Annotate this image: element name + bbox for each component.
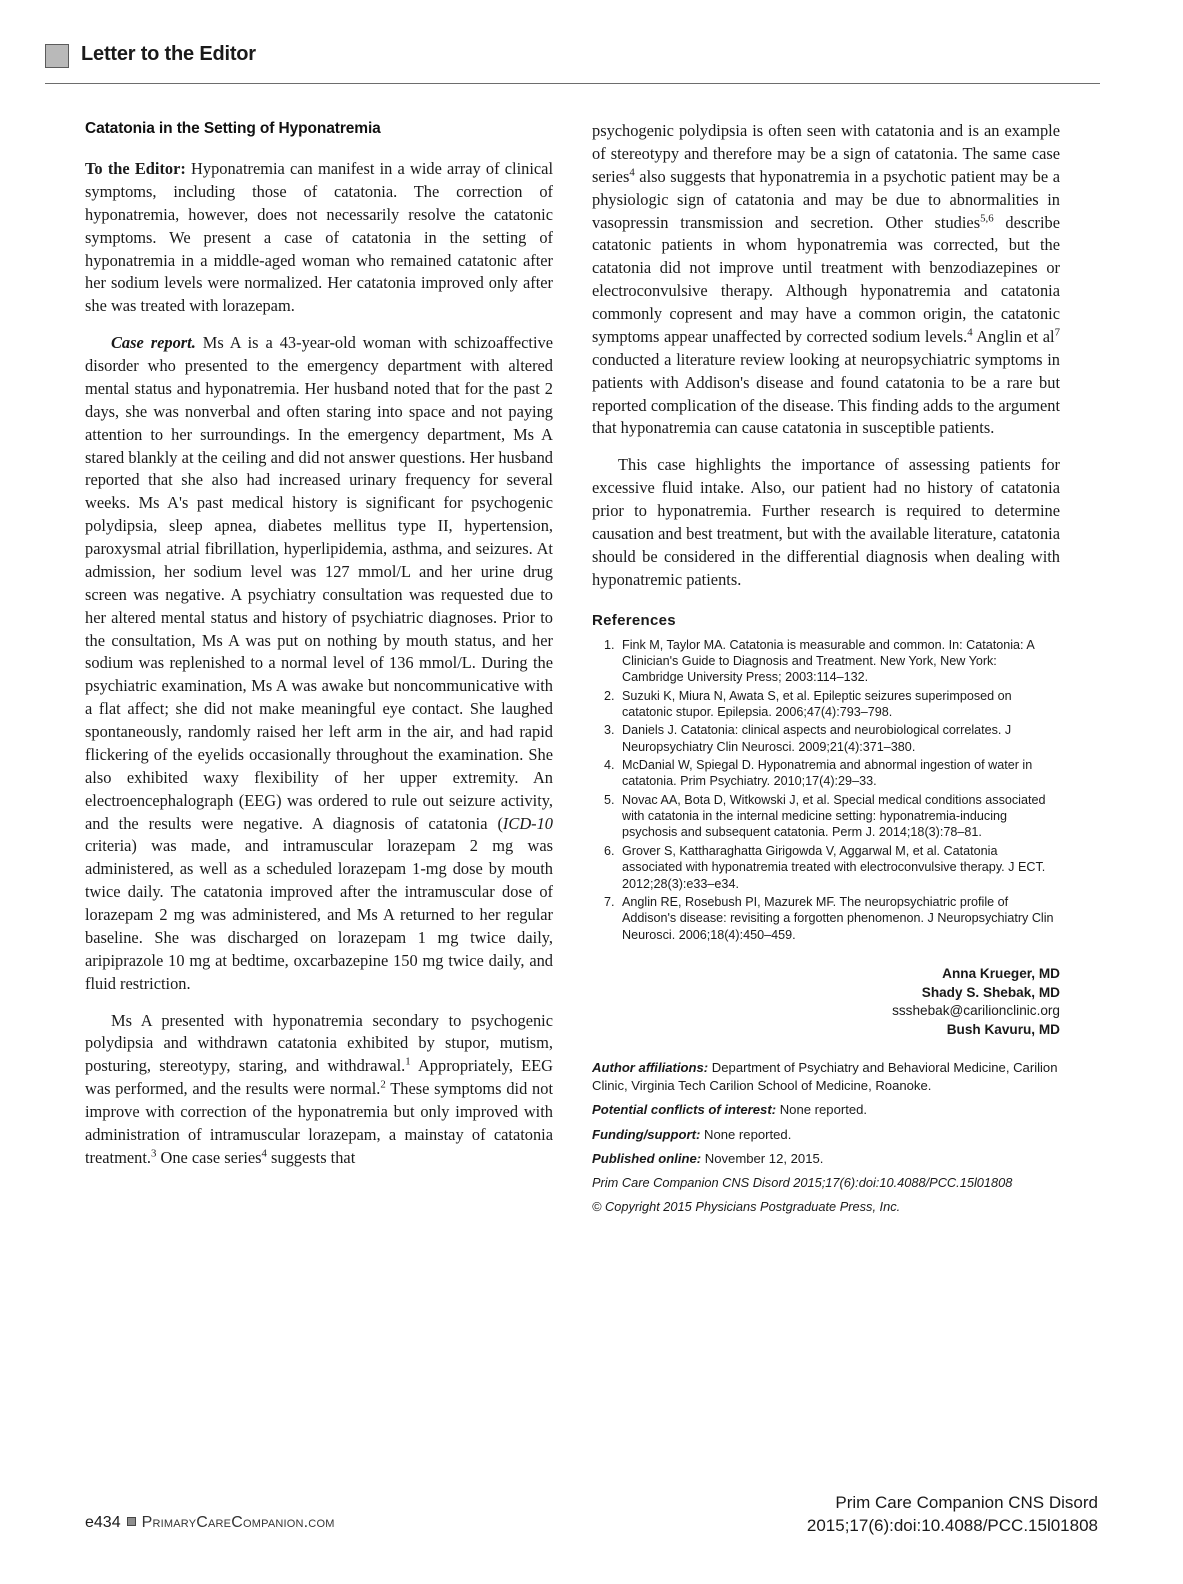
paragraph-3-text-c: These symptoms did not improve with correction of the hyponatremia but only improved with administration of intramuscular lorazepam, a mainstay of catatonia treatment.	[85, 1079, 553, 1167]
author-name-1: Anna Krueger, MD	[942, 965, 1060, 981]
footer-site-name: PrimaryCareCompanion.com	[141, 1514, 335, 1531]
footnote-funding	[592, 1126, 1060, 1143]
ref-marker-5-6: 5,6	[980, 212, 994, 225]
affiliations-text: Department of Psychiatry and Behavioral Medicine, Carilion Clinic, Virginia Tech Carilion School of Medicine, Roanoke.	[592, 1060, 1058, 1093]
square-bullet-icon	[127, 1517, 136, 1526]
funding-text: None reported.	[700, 1126, 792, 1142]
paragraph-3-text-a: Ms A presented with hyponatremia secondary to psychogenic polydipsia and withdrawn catatonia exhibited by stupor, mutism, posturing, stereotypy, staring, and withdrawal.	[85, 1010, 553, 1076]
paragraph-3-text-d: One case series	[156, 1147, 262, 1167]
paragraph-4-text-e: conducted a literature review looking at neuropsychiatric symptoms in patients with Addison's disease and found catatonia to be a rare but reported complication of the disease. This finding adds to the argument that hyponatremia can cause catatonia in susceptible patients.	[592, 349, 1060, 438]
list-item: 1. Fink M, Taylor MA. Catatonia is measurable and common. In: Catatonia: A Clinician's Guide to Diagnosis and Treatment. New York, New York: Cambridge University Press; 2003:114–132.	[618, 637, 1060, 686]
paragraph-case-report	[85, 332, 553, 995]
ref-marker-2: 2	[380, 1078, 386, 1091]
references-list	[592, 637, 1060, 943]
footer-right	[807, 1492, 1098, 1538]
ref-marker-7: 7	[1054, 326, 1061, 339]
ref-marker-4b: 4	[629, 166, 635, 179]
list-item: 6. Grover S, Kattharaghatta Girigowda V, Aggarwal M, et al. Catatonia associated with hyponatremia treated with electroconvulsive therapy. J ECT. 2012;28(3):e33–e34.	[618, 843, 1060, 892]
paragraph-4-text-a: psychogenic polydipsia is often seen with catatonia and is an example of stereotypy and therefore may be a sign of catatonia. The same case series	[592, 121, 1060, 186]
page-header	[45, 42, 1100, 84]
section-label: Letter to the Editor	[81, 43, 256, 65]
paragraph-discussion-2	[592, 120, 1060, 440]
list-item: 7. Anglin RE, Rosebush PI, Mazurek MF. The neuropsychiatric profile of Addison's disease: revisiting a forgotten phenomenon. J Neuropsychiatry Clin Neurosci. 2006;18(4):450–459.	[618, 894, 1060, 943]
icd10-italic: ICD-10	[502, 813, 553, 833]
list-item: 2. Suzuki K, Miura N, Awata S, et al. Epileptic seizures superimposed on catatonic stupor. Epilepsia. 2006;47(4):793–798.	[618, 688, 1060, 721]
ref-marker-3: 3	[151, 1147, 157, 1160]
footnote-conflicts	[592, 1101, 1060, 1118]
footer-left	[85, 1514, 335, 1532]
journal-name: Prim Care Companion CNS Disord	[835, 1493, 1098, 1513]
references-heading	[592, 612, 1060, 629]
to-the-editor-lead: To the Editor:	[85, 159, 186, 178]
paragraph-4-text-c: describe catatonic patients in whom hyponatremia was corrected, but the catatonia did not improve until treatment with benzodiazepines or electroconvulsive therapy. Although hyponatremia and catatonia commonly copresent and may have a common origin, the catatonic symptoms appear unaffected by corrected sodium levels.	[592, 212, 1060, 346]
paragraph-3-text-b: Appropriately, EEG was performed, and the results were normal.	[85, 1056, 553, 1099]
square-logo-icon	[45, 44, 69, 68]
list-item: 3. Daniels J. Catatonia: clinical aspects and neurobiological correlates. J Neuropsychiatry Clin Neurosci. 2009;21(4):371–380.	[618, 722, 1060, 755]
paragraph-conclusion: This case highlights the importance of assessing patients for excessive fluid intake. Also, our patient had no history of catatonia prior to hyponatremia. Further research is required to determine causation and best treatment, but with the available literature, catatonia should be considered in the differential diagnosis when dealing with hyponatremic patients.	[592, 455, 1060, 589]
paragraph-to-the-editor	[85, 158, 553, 318]
funding-label: Funding/support:	[592, 1126, 701, 1142]
right-column	[592, 120, 1060, 1222]
page-number: e434	[85, 1514, 121, 1531]
published-text: November 12, 2015.	[701, 1151, 824, 1167]
paragraph-3-text-e: suggests that	[266, 1147, 356, 1167]
left-column	[85, 120, 553, 1184]
list-item: 4. McDanial W, Spiegal D. Hyponatremia and abnormal ingestion of water in catatonia. Prim Psychiatry. 2010;17(4):29–33.	[618, 757, 1060, 790]
ref-marker-4c: 4	[967, 326, 973, 339]
author-name-3: Bush Kavuru, MD	[946, 1021, 1060, 1037]
paragraph-4-text-b: also suggests that hyponatremia in a psychotic patient may be a physiologic sign of catatonia and may be due to abnormalities in vasopressin transmission and secretion. Other studies	[592, 166, 1060, 232]
conflicts-label: Potential conflicts of interest:	[592, 1102, 777, 1118]
footnote-copyright: © Copyright 2015 Physicians Postgraduate Press, Inc.	[592, 1199, 901, 1215]
paragraph-1-text: Hyponatremia can manifest in a wide array of clinical symptoms, including those of catatonia. The correction of hyponatremia, however, does not necessarily resolve the catatonic symptoms. We present a case of catatonia in the setting of hyponatremia in a middle-aged woman who remained catatonic after her sodium levels were normalized. Her catatonia improved only after she was treated with lorazepam.	[85, 159, 553, 316]
author-email[interactable]: ssshebak@carilionclinic.org	[892, 1003, 1060, 1019]
paragraph-2-text-b: criteria) was made, and intramuscular lorazepam 2 mg was administered, as well as a scheduled lorazepam 1-mg dose by mouth twice daily. The catatonia improved after the intramuscular dose of lorazepam 2 mg was administered, and Ms A returned to her regular baseline. She was discharged on lorazepam 1 mg twice daily, aripiprazole 10 mg at bedtime, oxcarbazepine 150 mg twice daily, and fluid restriction.	[85, 836, 553, 993]
author-name-2: Shady S. Shebak, MD	[921, 984, 1060, 1000]
paragraph-discussion-1	[85, 1010, 553, 1170]
paragraph-4-text-d: Anglin et al	[972, 326, 1055, 346]
conflicts-text: None reported.	[776, 1102, 868, 1118]
published-label: Published online:	[592, 1151, 702, 1167]
page-title: Catatonia in the Setting of Hyponatremia	[85, 120, 381, 137]
case-report-lead: Case report.	[111, 333, 196, 353]
references-heading-text: References	[592, 611, 676, 629]
footnote-published	[592, 1150, 1060, 1167]
footnote-citation: Prim Care Companion CNS Disord 2015;17(6):doi:10.4088/PCC.15l01808	[592, 1175, 1013, 1191]
affiliations-label: Author affiliations:	[592, 1060, 709, 1076]
footnotes-block	[592, 1059, 1060, 1215]
author-signatures	[592, 965, 1060, 1039]
journal-doi: 2015;17(6):doi:10.4088/PCC.15l01808	[806, 1516, 1098, 1536]
ref-marker-4: 4	[261, 1147, 267, 1160]
footnote-affiliations	[592, 1059, 1060, 1094]
paragraph-2-text-a: Ms A is a 43-year-old woman with schizoaffective disorder who presented to the emergency department with altered mental status and hyponatremia. Her husband noted that for the past 2 days, she was nonverbal and often staring into space and not paying attention to her surroundings. In the emergency department, Ms A stared blankly at the ceiling and did not answer questions. Her husband reported that she also had increased urinary frequency for several weeks. Ms A's past medical history is significant for psychogenic polydipsia, sleep apnea, diabetes mellitus type II, hypertension, paroxysmal atrial fibrillation, hyperlipidemia, asthma, and seizures. At admission, her sodium level was 127 mmol/L and her urine drug screen was negative. A psychiatry consultation was requested due to her altered mental status and history of psychiatric diagnoses. Prior to the consultation, Ms A was put on nothing by mouth status, and her sodium was replenished to a normal level of 136 mmol/L. During the psychiatric examination, Ms A was awake but noncommunicative with a flat affect; she did not make meaningful eye contact. She laughed spontaneously, randomly raised her left arm in the air, and had rapid flickering of the eyelids occasionally throughout the examination. She also exhibited waxy flexibility of her upper extremity. An electroencephalograph (EEG) was ordered to rule out seizure activity, and the results were negative. A diagnosis of catatonia (	[85, 333, 553, 833]
ref-marker-1: 1	[405, 1055, 411, 1068]
list-item: 5. Novac AA, Bota D, Witkowski J, et al. Special medical conditions associated with catatonia in the internal medicine setting: hyponatremia-inducing psychosis and subsequent catatonia. Perm J. 2014;18(3):78–81.	[618, 792, 1060, 841]
